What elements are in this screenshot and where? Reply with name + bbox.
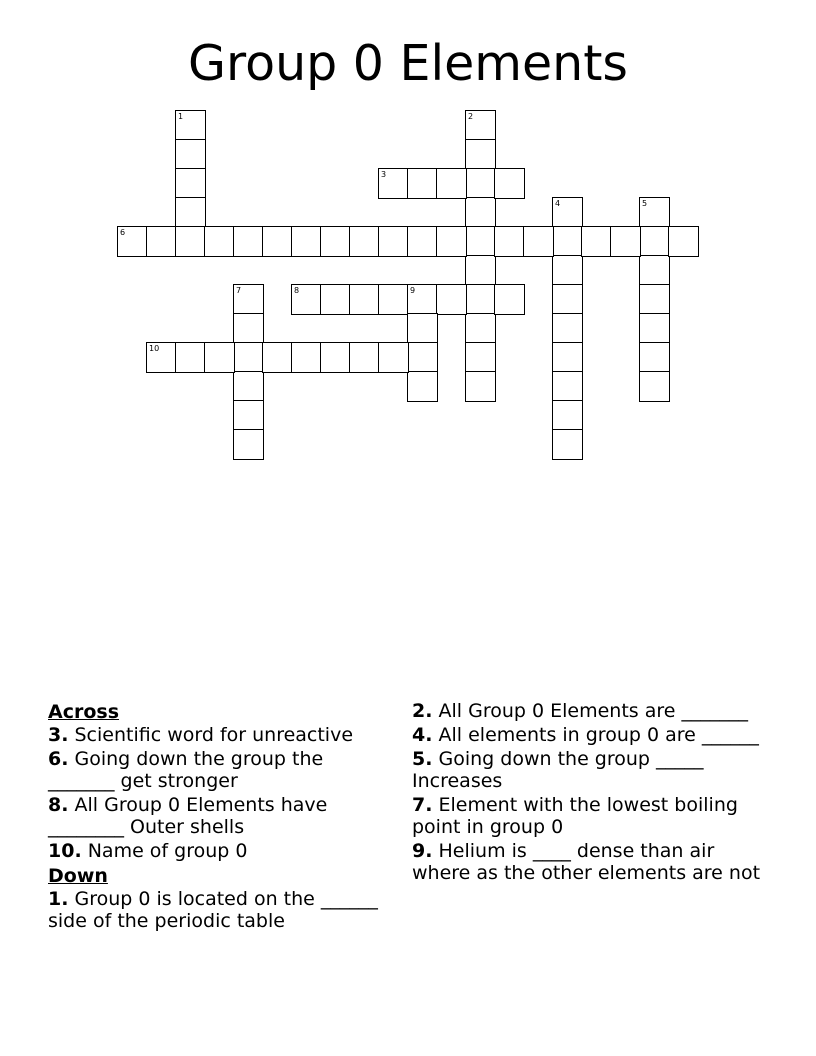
cell-number: 2 bbox=[468, 112, 474, 121]
grid-cell[interactable] bbox=[378, 226, 409, 257]
clue-text: Helium is ____ dense than air where as the other elements are not bbox=[412, 840, 761, 884]
grid-cell[interactable] bbox=[552, 429, 583, 460]
grid-cell[interactable] bbox=[233, 400, 264, 431]
grid-cell[interactable] bbox=[407, 168, 438, 199]
grid-cell[interactable] bbox=[175, 110, 206, 141]
grid-cell[interactable] bbox=[465, 110, 496, 141]
grid-cell[interactable] bbox=[233, 226, 264, 257]
clue-across-3 bbox=[48, 724, 393, 746]
grid-cell[interactable] bbox=[465, 371, 496, 402]
grid-cell[interactable] bbox=[552, 226, 583, 257]
grid-cell[interactable] bbox=[291, 226, 322, 257]
clue-down-4 bbox=[412, 724, 762, 746]
grid-cell[interactable] bbox=[436, 168, 467, 199]
clues-left-column bbox=[48, 700, 393, 934]
grid-cell[interactable] bbox=[349, 342, 380, 373]
clue-number: 1. bbox=[48, 888, 69, 910]
grid-cell[interactable] bbox=[552, 371, 583, 402]
grid-cell[interactable] bbox=[175, 197, 206, 228]
grid-cell[interactable] bbox=[465, 284, 496, 315]
grid-cell[interactable] bbox=[320, 226, 351, 257]
clue-text: All Group 0 Elements have ________ Outer shells bbox=[48, 794, 334, 838]
grid-cell[interactable] bbox=[407, 342, 438, 373]
grid-cell[interactable] bbox=[407, 371, 438, 402]
grid-cell[interactable] bbox=[175, 342, 206, 373]
grid-cell[interactable] bbox=[523, 226, 554, 257]
grid-cell[interactable] bbox=[465, 342, 496, 373]
grid-cell[interactable] bbox=[465, 197, 496, 228]
clue-text: Going down the group the _______ get stronger bbox=[48, 748, 330, 792]
cell-number: 8 bbox=[294, 286, 300, 295]
clue-across-8 bbox=[48, 794, 393, 838]
grid-cell[interactable] bbox=[204, 342, 235, 373]
grid-cell[interactable] bbox=[552, 313, 583, 344]
grid-cell[interactable] bbox=[639, 371, 670, 402]
grid-cell[interactable] bbox=[378, 168, 409, 199]
grid-cell[interactable] bbox=[552, 342, 583, 373]
grid-cell[interactable] bbox=[378, 342, 409, 373]
cell-number: 5 bbox=[642, 199, 648, 208]
clue-down-7 bbox=[412, 794, 762, 838]
puzzle-title: Group 0 Elements bbox=[188, 35, 628, 92]
grid-cell[interactable] bbox=[407, 284, 438, 315]
clue-down-5 bbox=[412, 748, 762, 792]
grid-cell[interactable] bbox=[320, 342, 351, 373]
grid-cell[interactable] bbox=[639, 342, 670, 373]
grid-cell[interactable] bbox=[639, 284, 670, 315]
down-heading: Down bbox=[48, 865, 108, 887]
grid-cell[interactable] bbox=[436, 284, 467, 315]
clue-number: 6. bbox=[48, 748, 69, 770]
grid-cell[interactable] bbox=[117, 226, 148, 257]
clue-number: 4. bbox=[412, 724, 433, 746]
clue-number: 5. bbox=[412, 748, 433, 770]
grid-cell[interactable] bbox=[349, 284, 380, 315]
clue-down-9 bbox=[412, 840, 762, 884]
cell-number: 6 bbox=[120, 228, 126, 237]
clue-number: 3. bbox=[48, 724, 69, 746]
grid-cell[interactable] bbox=[233, 371, 264, 402]
clue-text: Name of group 0 bbox=[87, 840, 248, 862]
grid-cell[interactable] bbox=[175, 168, 206, 199]
clue-number: 10. bbox=[48, 840, 82, 862]
grid-cell[interactable] bbox=[639, 255, 670, 286]
clues-right-column bbox=[412, 700, 762, 886]
grid-cell[interactable] bbox=[291, 284, 322, 315]
across-heading: Across bbox=[48, 701, 120, 723]
clue-text: All Group 0 Elements are _______ bbox=[438, 700, 748, 722]
clue-down-2 bbox=[412, 700, 762, 722]
grid-cell[interactable] bbox=[233, 429, 264, 460]
grid-cell[interactable] bbox=[436, 226, 467, 257]
clue-text: Going down the group _____ Increases bbox=[412, 748, 710, 792]
grid-cell[interactable] bbox=[552, 255, 583, 286]
grid-cell[interactable] bbox=[262, 342, 293, 373]
cell-number: 1 bbox=[178, 112, 184, 121]
cell-number: 3 bbox=[381, 170, 387, 179]
grid-cell[interactable] bbox=[494, 226, 525, 257]
clue-number: 9. bbox=[412, 840, 433, 862]
grid-cell[interactable] bbox=[175, 139, 206, 170]
cell-number: 4 bbox=[555, 199, 561, 208]
clue-across-6 bbox=[48, 748, 393, 792]
crossword-grid bbox=[0, 0, 816, 480]
grid-cell[interactable] bbox=[378, 284, 409, 315]
cell-number: 10 bbox=[149, 344, 160, 353]
cell-number: 9 bbox=[410, 286, 416, 295]
grid-cell[interactable] bbox=[465, 313, 496, 344]
grid-cell[interactable] bbox=[262, 226, 293, 257]
grid-cell[interactable] bbox=[233, 342, 264, 373]
clue-text: All elements in group 0 are ______ bbox=[438, 724, 759, 746]
clue-text: Element with the lowest boiling point in group 0 bbox=[412, 794, 744, 838]
grid-cell[interactable] bbox=[494, 168, 525, 199]
clue-down-1 bbox=[48, 888, 393, 932]
grid-cell[interactable] bbox=[407, 226, 438, 257]
clue-text: Scientific word for unreactive bbox=[74, 724, 354, 746]
clue-number: 2. bbox=[412, 700, 433, 722]
grid-cell[interactable] bbox=[552, 284, 583, 315]
clue-across-10 bbox=[48, 840, 393, 862]
grid-cell[interactable] bbox=[320, 284, 351, 315]
grid-cell[interactable] bbox=[465, 226, 496, 257]
grid-cell[interactable] bbox=[494, 284, 525, 315]
clue-number: 7. bbox=[412, 794, 433, 816]
grid-cell[interactable] bbox=[291, 342, 322, 373]
grid-cell[interactable] bbox=[146, 342, 177, 373]
cell-number: 7 bbox=[236, 286, 242, 295]
grid-cell[interactable] bbox=[552, 400, 583, 431]
grid-cell[interactable] bbox=[552, 197, 583, 228]
grid-cell[interactable] bbox=[233, 284, 264, 315]
grid-cell[interactable] bbox=[407, 313, 438, 344]
grid-cell[interactable] bbox=[465, 139, 496, 170]
grid-cell[interactable] bbox=[610, 226, 641, 257]
grid-cell[interactable] bbox=[233, 313, 264, 344]
grid-cell[interactable] bbox=[465, 168, 496, 199]
clue-number: 8. bbox=[48, 794, 69, 816]
grid-cell[interactable] bbox=[175, 226, 206, 257]
clue-text: Group 0 is located on the ______ side of the periodic table bbox=[48, 888, 384, 932]
grid-cell[interactable] bbox=[668, 226, 699, 257]
grid-cell[interactable] bbox=[639, 226, 670, 257]
grid-cell[interactable] bbox=[639, 197, 670, 228]
grid-cell[interactable] bbox=[146, 226, 177, 257]
grid-cell[interactable] bbox=[204, 226, 235, 257]
grid-cell[interactable] bbox=[465, 255, 496, 286]
grid-cell[interactable] bbox=[639, 313, 670, 344]
grid-cell[interactable] bbox=[581, 226, 612, 257]
grid-cell[interactable] bbox=[349, 226, 380, 257]
